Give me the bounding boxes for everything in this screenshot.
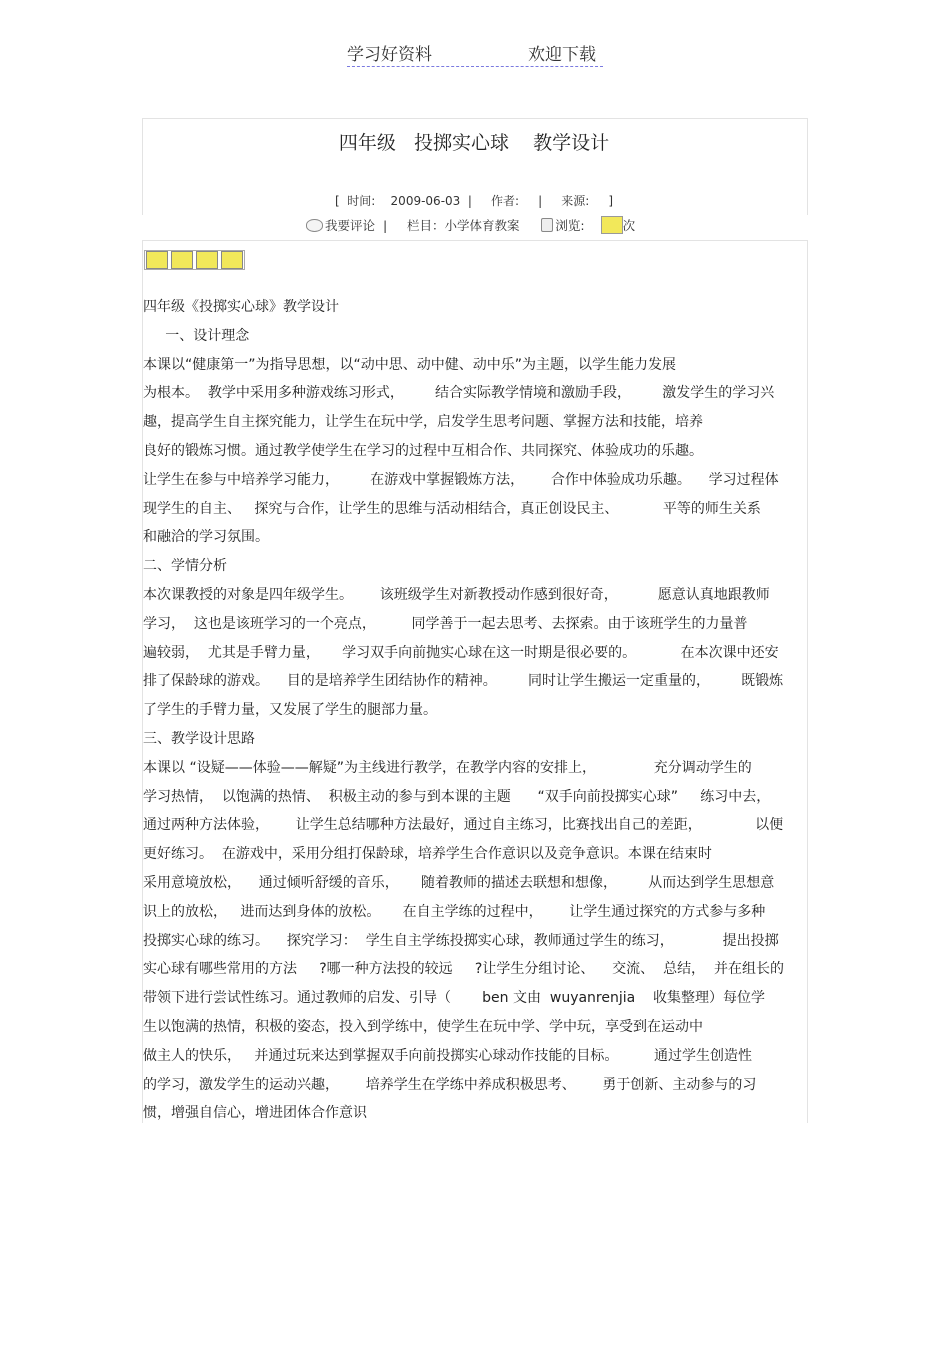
counter-digit-icon xyxy=(171,251,193,269)
paragraph-line: 学习热情， 以饱满的热情、 积极主动的参与到本课的主题 “双手向前投掷实心球” 练习中去， xyxy=(143,788,771,805)
paragraph-line: 惯，增强自信心，增进团体合作意识 xyxy=(143,1105,367,1122)
counter-digit-icon xyxy=(221,251,243,269)
paragraph-line: 本课以“健康第一”为指导思想，以“动中思、动中健、动中乐”为主题，以学生能力发展 xyxy=(143,356,677,373)
header-left-text: 学习好资料 xyxy=(347,45,432,65)
article-content xyxy=(143,293,803,1128)
paragraph-line: 为根本。 教学中采用多种游戏练习形式， 结合实际教学情境和激励手段， 激发学生的学习兴 xyxy=(143,385,775,402)
paragraph-line: 本次课教授的对象是四年级学生。 该班级学生对新教授动作感到很好奇， 愿意认真地跟教师 xyxy=(143,586,770,603)
paragraph-line: 更好练习。 在游戏中，采用分组打保龄球，培养学生合作意识以及竞争意识。本课在结束时 xyxy=(143,846,712,863)
paragraph-line: 采用意境放松， 通过倾听舒缓的音乐， 随着教师的描述去联想和想像， 从而达到学生思想意 xyxy=(143,874,775,891)
paragraph-line: 让学生在参与中培养学习能力， 在游戏中掌握锻炼方法， 合作中体验成功乐趣。 学习过程体 xyxy=(143,471,779,488)
article-meta: [ 时间: 2009-06-03 | 作者: | 来源: ] xyxy=(334,194,614,208)
paragraph-line: 遍较弱， 尤其是手臂力量， 学习双手向前抛实心球在这一时期是很必要的。 在本次课中还安 xyxy=(143,644,779,661)
counter-digit-icon xyxy=(196,251,218,269)
view-counter xyxy=(144,250,245,270)
paragraph-line: 实心球有哪些常用的方法 ?哪一种方法投的较远 ?让学生分组讨论、 交流、 总结， 并在组长的 xyxy=(143,961,784,978)
header-right-text: 欢迎下载 xyxy=(528,45,596,65)
paragraph-line: 和融洽的学习氛围。 xyxy=(143,529,269,546)
paragraph-line: 现学生的自主、 探究与合作，让学生的思维与活动相结合，真正创设民主、 平等的师生关系 xyxy=(143,500,761,517)
paragraph-line: 生以饱满的热情，积极的姿态，投入到学练中，使学生在玩中学、学中玩，享受到在运动中 xyxy=(143,1018,703,1035)
browse-label: 浏览: xyxy=(555,218,585,233)
article-title: 四年级 投掷实心球 教学设计 xyxy=(338,132,610,154)
times-label: 次 xyxy=(622,218,636,233)
paragraph-line: 排了保龄球的游戏。 目的是培养学生团结协作的精神。 同时让学生搬运一定重量的， 既锻炼 xyxy=(143,673,784,690)
paragraph-line: 投掷实心球的练习。 探究学习： 学生自主学练投掷实心球，教师通过学生的练习， 提出投掷 xyxy=(143,932,779,949)
paragraph-line: 一、设计理念 xyxy=(143,327,250,344)
paragraph-line: 通过两种方法体验， 让学生总结哪种方法最好，通过自主练习，比赛找出自己的差距， 以便 xyxy=(143,817,784,834)
paragraph-line: 的学习，激发学生的运动兴趣， 培养学生在学练中养成积极思考、 勇于创新、主动参与的习 xyxy=(143,1076,757,1093)
paragraph-line: 了学生的手臂力量，又发展了学生的腿部力量。 xyxy=(143,702,437,719)
view-counter-icon xyxy=(601,216,623,234)
comment-link[interactable]: 我要评论 xyxy=(325,218,376,233)
paragraph-line: 做主人的快乐， 并通过玩来达到掌握双手向前投掷实心球动作技能的目标。 通过学生创造性 xyxy=(143,1047,752,1064)
paragraph-line: 二、学情分析 xyxy=(143,558,227,575)
browse-icon xyxy=(541,218,553,232)
page-header xyxy=(347,40,603,67)
paragraph-line: 带领下进行尝试性练习。通过教师的启发、引导（ ben 文由 wuyanrenjia 收集整理）每位学 xyxy=(143,990,766,1007)
paragraph-line: 良好的锻炼习惯。通过教学使学生在学习的过程中互相合作、共同探究、体验成功的乐趣。 xyxy=(143,442,703,459)
article-toolbar xyxy=(306,216,635,234)
paragraph-line: 趣，提高学生自主探究能力，让学生在玩中学，启发学生思考问题、掌握方法和技能，培养 xyxy=(143,414,703,431)
column-label: | 栏目：小学体育教案 xyxy=(375,218,540,233)
paragraph-line: 三、教学设计思路 xyxy=(143,730,255,747)
paragraph-line: 识上的放松， 进而达到身体的放松。 在自主学练的过程中， 让学生通过探究的方式参与多种 xyxy=(143,903,766,920)
paragraph-line: 学习， 这也是该班学习的一个亮点， 同学善于一起去思考、去探索。由于该班学生的力量普 xyxy=(143,615,748,632)
paragraph-line: 四年级《投掷实心球》教学设计 xyxy=(143,299,339,315)
counter-digit-icon xyxy=(146,251,168,269)
comment-icon xyxy=(306,219,323,232)
paragraph-line: 本课以 “设疑——体验——解疑”为主线进行教学，在教学内容的安排上， 充分调动学生的 xyxy=(143,759,752,776)
